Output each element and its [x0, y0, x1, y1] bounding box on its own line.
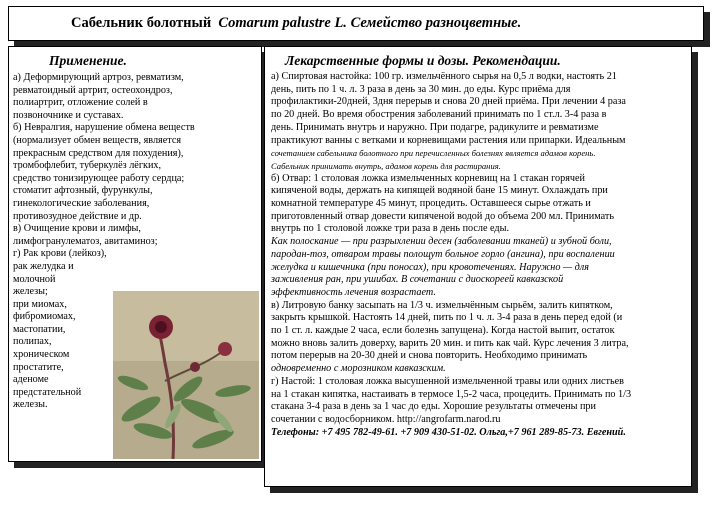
title-box: [8, 6, 704, 41]
application-line: полиартрит, отложение солей в: [13, 97, 148, 109]
plant-photo: [113, 291, 259, 459]
title-latin: Comarum palustre L.: [218, 15, 347, 31]
application-line: железы;: [13, 286, 48, 298]
application-line: прекрасным средством для похудения),: [13, 147, 184, 159]
dosage-line: Телефоны: +7 495 782-49-61. +7 909 430-51-02. Ольга,+7 961 289-85-73. Евгений.: [271, 426, 626, 438]
application-line: позвоночнике и суставах.: [13, 109, 124, 121]
application-line: в) Очищение крови и лимфы,: [13, 223, 141, 235]
application-line: железы.: [13, 399, 48, 411]
dosage-line: на 1 стакан кипятка, настаивать в термосе 1,5-2 часа, процедить. Принимать по 1/3: [271, 388, 632, 400]
dosage-line: приготовленный отвар довести кипяченой водой до объема 200 мл. Принимать: [271, 210, 614, 222]
dosage-panel: [264, 46, 692, 487]
dosage-line: пародан-тоз, отваром травы полощут больное горло (ангина), при воспалении: [271, 248, 615, 260]
dosage-line: одновременно с морозником кавказским.: [271, 363, 446, 375]
application-line: аденоме: [13, 374, 49, 386]
dosage-line: эффективность лечения возрастает.: [271, 286, 436, 298]
dosage-line: кипяченой воды, держать на кипящей водяной бане 15 минут. Охлаждать при: [271, 185, 608, 197]
dosage-line: внутрь по 1 столовой ложке три раза в день после еды.: [271, 223, 510, 235]
application-line: хроническом: [13, 349, 70, 361]
application-line: полипах,: [13, 336, 52, 348]
application-line: простатите,: [13, 361, 64, 373]
application-line: тромбофлебит, туберкулёз лёгких,: [13, 160, 162, 172]
application-panel: [8, 46, 262, 462]
dosage-line: б) Отвар: 1 столовая ложка измельченных корневищ на 1 стакан горячей: [271, 172, 585, 184]
dosage-line: профилактики-20дней, 3дня перерыв и снова 20 дней приёма. При лечении 4 раза: [271, 96, 626, 108]
dosage-line: Сабельник принимать внутрь, адамов корень для растирания.: [271, 160, 501, 171]
dosage-line: сочетании с водосборником. http://angrofarm.narod.ru: [271, 413, 501, 425]
application-heading: Применение.: [49, 53, 127, 68]
application-line: (нормализует обмен веществ, является: [13, 134, 182, 146]
application-line: лимфогранулематоз, авитаминоз;: [13, 235, 158, 247]
application-line: г) Рак крови (лейкоз),: [13, 248, 107, 260]
application-line: противозудное действие и др.: [13, 210, 142, 222]
application-line: а) Деформирующий артроз, ревматизм,: [13, 72, 184, 83]
dosage-line: стакана 3-4 раза в день за 1 час до еды. Хорошие результаты отмечены при: [271, 401, 596, 413]
dosage-line: день, пить по 1 ч. л. 3 раза в день за 30 мин. до еды. Курс приёма для: [271, 83, 571, 95]
dosage-line: желудка и кишечника (при поносах), при кровотечениях. Наружно — для: [271, 261, 589, 273]
application-line: фибромиомах,: [13, 311, 76, 323]
application-line: молочной: [13, 273, 56, 285]
dosage-line: заживления ран, при ушибах. В сочетании с диоскореей кавказской: [271, 274, 564, 286]
title-family: Семейство разноцветные.: [350, 15, 522, 31]
application-line: рак желудка и: [13, 260, 74, 272]
dosage-line: можно вновь залить доверху, варить 20 мин. и пить как чай. Курс лечения 3 литра,: [271, 337, 629, 349]
application-line: ревматоидный артрит, остеохондроз,: [13, 84, 173, 96]
dosage-line: практикуют ванны с ветками и корневищами растения или припарки. Идеальным: [271, 134, 626, 146]
dosage-heading: Лекарственные формы и дозы. Рекомендации.: [285, 53, 561, 68]
dosage-line: Как полоскание — при разрыхлении десен (заболевании тканей) и зубной боли,: [271, 236, 612, 248]
title-russian: Сабельник болотный: [71, 15, 212, 31]
dosage-line: по 20 дней. Во время обострения заболеваний принимать по 1 ст.л. 3-4 раза в: [271, 109, 607, 121]
dosage-line: сочетанием сабельника болотного при перечисленных болезнях является адамов корень.: [271, 148, 596, 159]
application-line: мастопатии,: [13, 323, 66, 335]
dosage-line: комнатной температуре 45 минут, процедить. Оставшееся сырье отжать и: [271, 198, 591, 210]
application-line: стоматит афтозный, фурункулы,: [13, 185, 153, 197]
dosage-line: в) Литровую банку засыпать на 1/3 ч. измельчённым сырьём, залить кипятком,: [271, 299, 613, 311]
dosage-line: г) Настой: 1 столовая ложка высушенной измельченной травы или одних листьев: [271, 375, 624, 387]
application-line: средство тонизирующее работу сердца;: [13, 172, 185, 184]
dosage-line: потом перерыв на 20-30 дней и снова повторить. Необходимо принимать: [271, 350, 588, 362]
application-line: б) Невралгия, нарушение обмена веществ: [13, 122, 195, 134]
dosage-text: [271, 71, 689, 439]
dosage-line: закрыть крышкой. Настоять 14 дней, пить по 1 ч. л. 3-4 раза в день перед едой (и: [271, 312, 623, 324]
dosage-line: а) Спиртовая настойка: 100 гр. измельчённого сырья на 0,5 л водки, настоять 21: [271, 71, 617, 82]
page-title: [71, 15, 521, 32]
application-line: гинекологические заболевания,: [13, 197, 150, 209]
application-line: при миомах,: [13, 298, 67, 310]
dosage-line: по 1 ст. л. каждые 2 часа, если болезнь запущена). Когда настой выпит, остаток: [271, 325, 615, 337]
application-line: предстательной: [13, 386, 82, 398]
dosage-line: день. Принимать внутрь и наружно. При подагре, радикулите и ревматизме: [271, 121, 599, 133]
